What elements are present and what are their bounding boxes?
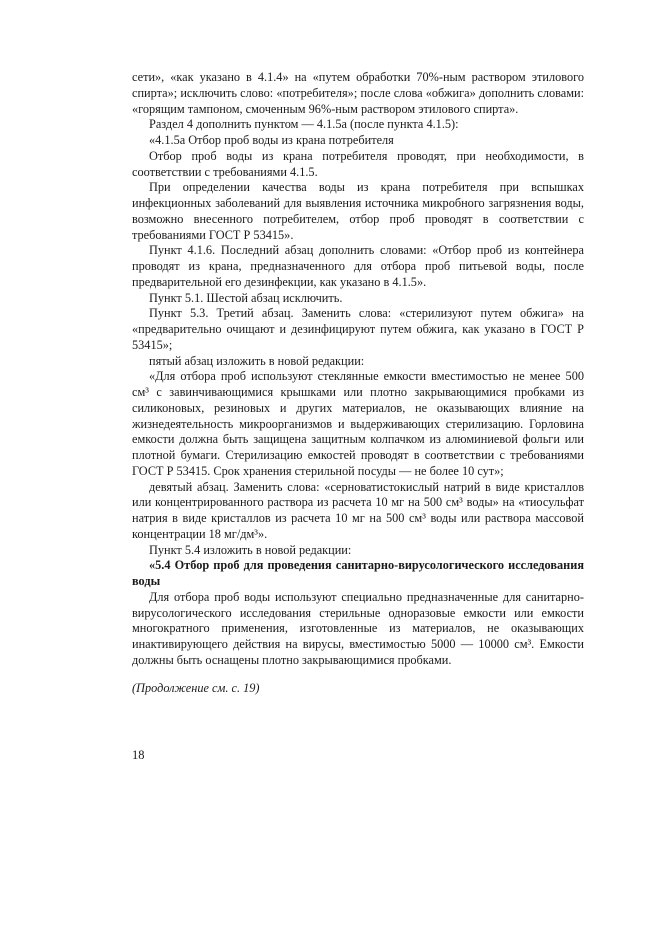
continuation-note: (Продолжение см. с. 19) xyxy=(132,680,260,695)
paragraph-9: «Для отбора проб используют стеклянные емкости вместимостью не менее 500 см³ с завинчивающимися крышками или плотно закрывающимися пробками из силиконовых, резиновых и других материалов, не оказывающих влияние на жизнедеятельность микроорганизмов и выдерживающих стерилизацию. Горловина емкости должна быть защищена защитным колпачком из алюминиевой фольги или плотной бумаги. Стерилизацию емкостей проводят в соответствии с требованиями ГОСТ Р 53415. Срок хранения стерильной посуды — не более 10 сут»; xyxy=(132,369,584,478)
paragraph-5: Пункт 4.1.6. Последний абзац дополнить словами: «Отбор проб из контейнера проводят из крана, предназначенного для отбора проб питьевой воды, после предварительной его дезинфекции, как указано в 4.1.5». xyxy=(132,243,584,289)
paragraph-1: Раздел 4 дополнить пунктом — 4.1.5а (после пункта 4.1.5): xyxy=(149,117,459,132)
paragraph-13: Для отбора проб воды используют специально предназначенные для санитарно-вирусологического исследования стерильные одноразовые емкости или емкости многократного применения, изготовленные из материалов, не оказывающих инактивирующего действия на вирусы, вместимостью 5000 — 10000 см³. Емкости должны быть оснащены плотно закрывающимися пробками. xyxy=(132,589,584,667)
paragraph-7: Пункт 5.3. Третий абзац. Заменить слова: «стерилизуют путем обжига» на «предварительно очищают и дезинфицируют путем обжига, как указано в ГОСТ Р 53415»; xyxy=(132,306,584,352)
page-number: 18 xyxy=(132,748,145,762)
paragraph-4: При определении качества воды из крана потребителя при вспышках инфекционных заболеваний для выявления источника микробного загрязнения воды, возможно внесенного потребителем, отбор проб проводят в соответствии с требованиями ГОСТ Р 53415». xyxy=(132,180,584,242)
paragraph-11: Пункт 5.4 изложить в новой редакции: xyxy=(149,542,352,557)
paragraph-2: «4.1.5а Отбор проб воды из крана потребителя xyxy=(149,133,394,147)
paragraph-0: сети», «как указано в 4.1.4» на «путем обработки 70%-ным раствором этилового спирта»; исключить слово: «потребителя»; после слова «обжига» дополнить словами: «горящим тампоном, смоченным 96%-ным раствором этилового спирта». xyxy=(132,70,584,116)
section-heading: «5.4 Отбор проб для проведения санитарно-вирусологического исследования воды xyxy=(132,558,584,588)
document-body xyxy=(132,70,584,696)
paragraph-10: девятый абзац. Заменить слова: «серноватистокислый натрий в виде кристаллов или концентрированного раствора из расчета 10 мг на 500 см³ воды» на «тиосульфат натрия в виде кристаллов из расчета 10 мг на 500 см³ воды или раствора массовой концентрации 18 мг/дм³». xyxy=(132,479,584,541)
paragraph-6: Пункт 5.1. Шестой абзац исключить. xyxy=(149,290,343,305)
paragraph-8: пятый абзац изложить в новой редакции: xyxy=(149,353,365,368)
paragraph-3: Отбор проб воды из крана потребителя проводят, при необходимости, в соответствии с требованиями 4.1.5. xyxy=(132,148,584,179)
